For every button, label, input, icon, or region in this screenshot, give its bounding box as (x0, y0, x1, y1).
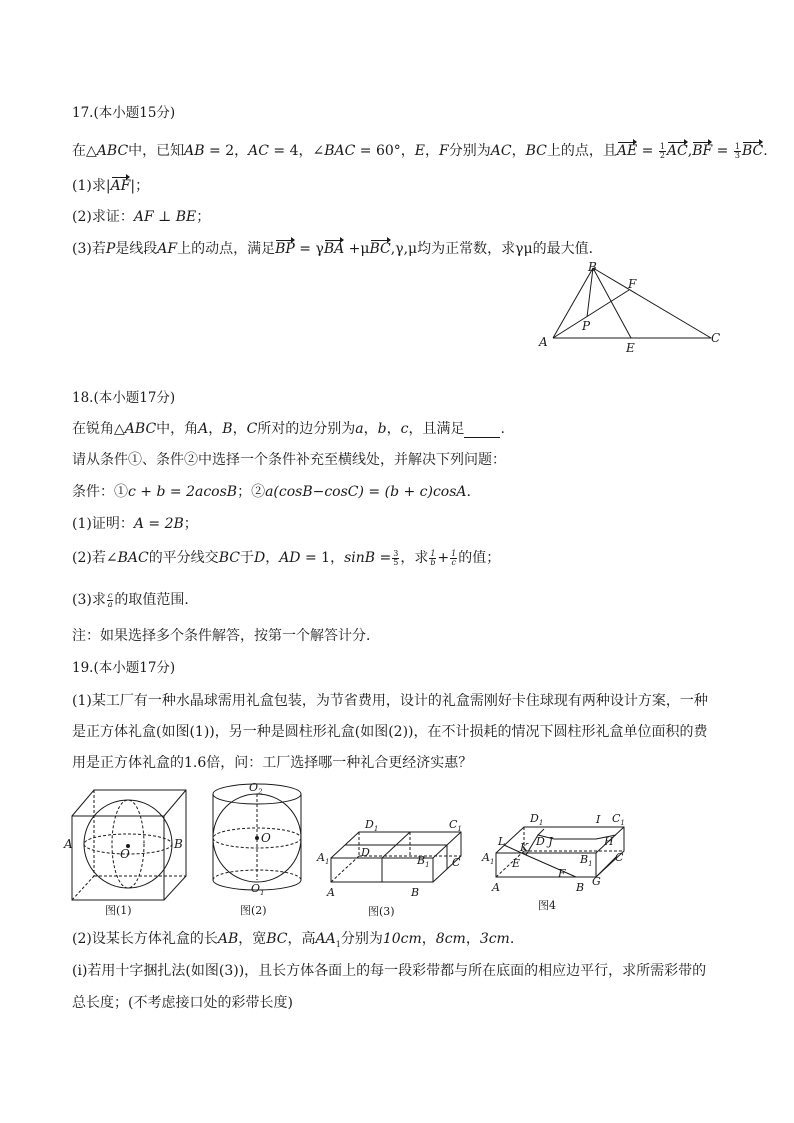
figure-4-box-diagonal-ribbon (478, 805, 638, 915)
svg-text:C1: $C_1$ (612, 812, 625, 827)
fraction-one-half: $\frac{1}{2}$ (659, 141, 665, 160)
q19-part-2-i-line-2: 总长度；(不考虑接口处的彩带长度) (72, 995, 293, 1011)
svg-text:I: I (596, 813, 601, 826)
svg-text:O1: $O_1$ (251, 882, 265, 897)
svg-text:B: B (576, 881, 585, 894)
svg-text:B: B (411, 886, 420, 899)
q19-part-2-i-line-1: (ⅰ)若用十字捆扎法(如图(3))，且长方体各面上的每一段彩带都与所在底面的相应边平行，求所需彩带的 (72, 963, 707, 979)
q17-problem-statement: 在△ABC中，已知AB = 2，AC = 4，∠BAC = 60°，E，F分别为AC，BC上的点，且AE = $\frac{1}{2}$ AC,BF = $\frac{1}{3}$ BC. (72, 141, 768, 160)
svg-text:H: H (604, 835, 614, 848)
label-a: A (539, 335, 548, 349)
svg-text:C: C (452, 856, 461, 869)
svg-text:A: A (327, 886, 335, 899)
svg-text:B1: $B_1$ (580, 853, 593, 868)
q19-header: 19.(本小题17分) (72, 660, 176, 676)
q18-note: 注：如果选择多个条件解答，按第一个解答计分． (72, 628, 380, 644)
svg-text:O2: $O_2$ (249, 781, 263, 796)
figure-1-cube-with-sphere (64, 786, 190, 917)
svg-text:D: D (361, 846, 370, 859)
q18-part-1: (1)证明：A = 2B； (72, 516, 198, 532)
svg-text:D1: $D_1$ (530, 812, 544, 827)
q17-header: 17.(本小题15分) (72, 105, 176, 121)
caption-figure-3: 图(3) (368, 905, 395, 918)
q19-part-1-line-3: 用是正方体礼盒的1.6倍，问：工厂选择哪一种礼合更经济实惠？ (72, 755, 473, 771)
svg-text:B1: $B_1$ (417, 854, 430, 869)
label-b: B (588, 260, 597, 274)
svg-text:K: K (520, 841, 529, 854)
fraction-one-third: $\frac{1}{3}$ (734, 141, 740, 160)
figure-2-cylinder-with-sphere (205, 778, 310, 916)
q17-part-1: (1)求|AF|； (72, 178, 150, 194)
vector-ae: AE (616, 143, 638, 159)
q19-part-1-line-2: 是正方体礼盒(如图(1))，另一种是圆柱形礼盒(如图(2))，在不计损耗的情况下圆柱形礼盒单位面积的费 (72, 724, 708, 740)
fill-in-blank (464, 423, 500, 438)
svg-text:O: O (261, 831, 271, 845)
svg-text:C: C (615, 851, 624, 864)
caption-figure-2: 图(2) (240, 904, 267, 917)
label-c: C (711, 331, 721, 345)
condition-2-marker: ② (251, 484, 266, 500)
q18-instruction: 请从条件①、条件②中选择一个条件补充至横线处，并解决下列问题： (72, 452, 506, 468)
label-f: F (628, 277, 637, 291)
label-p: P (582, 319, 591, 333)
q19-part-1-line-1: (1)某工厂有一种水晶球需用礼盒包装，为节省费用，设计的礼盒需刚好卡住球现有两种设计方案，一种 (72, 693, 708, 709)
svg-text:D J: D J (536, 835, 553, 848)
q17-triangle-figure (535, 258, 725, 358)
q18-part-2: (2)若∠BAC的平分线交BC于D，AD = 1，sinB = $\frac{3}{5}$ ，求 $\frac{1}{b}$ + $\frac{1}{c}$ 的值； (72, 548, 501, 567)
figure-3-box-cross-ribbon (315, 812, 470, 920)
svg-text:A: A (64, 837, 73, 851)
svg-text:G: G (592, 875, 601, 888)
svg-text:C1: $C_1$ (449, 818, 462, 833)
svg-text:L: L (498, 835, 506, 848)
svg-text:E: E (512, 857, 521, 870)
q18-header: 18.(本小题17分) (72, 390, 176, 406)
q17-part-2: (2)求证：AF ⊥ BE； (72, 209, 211, 225)
q19-part-2: (2)设某长方体礼盒的长AB，宽BC，高$AA_1$分别为10cm，8cm，3cm. (72, 931, 515, 949)
caption-figure-1: 图(1) (105, 904, 132, 917)
svg-text:O: O (120, 847, 130, 861)
svg-text:A1: $A_1$ (482, 851, 495, 866)
svg-text:A: A (492, 881, 500, 894)
q18-problem-statement: 在锐角△ABC中，角A，B，C所对的边分别为a，b，c，且满足 . (72, 421, 505, 437)
vector-bf: BF (692, 143, 713, 159)
svg-text:A1: $A_1$ (317, 851, 330, 866)
q17-part-3: (3)若P是线段AF上的动点，满足BP = γBA +μBC,γ,μ均为正常数，求γμ的最大值． (72, 241, 603, 257)
svg-text:F: F (558, 867, 566, 880)
condition-1-marker: ① (114, 484, 128, 500)
caption-figure-4: 图4 (538, 899, 556, 912)
q18-part-3: (3)求 $\frac{c}{a}$ 的取值范围． (72, 590, 199, 609)
svg-text:D1: $D_1$ (365, 818, 379, 833)
label-e: E (626, 341, 635, 355)
q18-conditions: 条件：①c + b = 2acosB；②a(cosB−cosC) = (b + c)cosA. (72, 484, 471, 500)
svg-text:B: B (174, 837, 183, 851)
